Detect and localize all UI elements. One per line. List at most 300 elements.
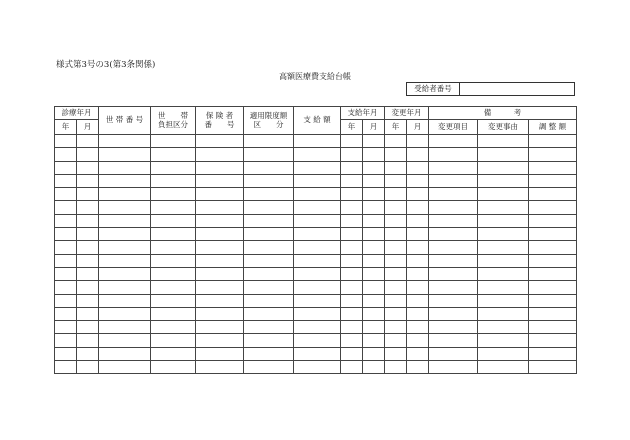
table-cell[interactable] <box>294 281 341 294</box>
table-cell[interactable] <box>478 241 529 254</box>
table-cell[interactable] <box>196 361 244 374</box>
table-cell[interactable] <box>529 148 577 161</box>
table-cell[interactable] <box>244 214 294 227</box>
table-cell[interactable] <box>363 174 385 187</box>
table-cell[interactable] <box>478 201 529 214</box>
table-row <box>55 361 577 374</box>
table-cell[interactable] <box>151 228 196 241</box>
table-cell[interactable] <box>77 361 99 374</box>
table-cell[interactable] <box>77 334 99 347</box>
table-cell[interactable] <box>429 228 478 241</box>
table-cell[interactable] <box>407 188 429 201</box>
table-cell[interactable] <box>244 148 294 161</box>
table-cell[interactable] <box>99 241 151 254</box>
table-cell[interactable] <box>99 307 151 320</box>
table-row <box>55 214 577 227</box>
table-cell[interactable] <box>341 161 363 174</box>
table-cell[interactable] <box>529 174 577 187</box>
table-row <box>55 334 577 347</box>
table-cell[interactable] <box>407 347 429 360</box>
table-cell[interactable] <box>429 135 478 148</box>
table-cell[interactable] <box>429 241 478 254</box>
table-cell[interactable] <box>77 148 99 161</box>
table-cell[interactable] <box>478 228 529 241</box>
table-row <box>55 188 577 201</box>
table-cell[interactable] <box>341 307 363 320</box>
header-henko-komoku: 変更項目 <box>429 120 478 135</box>
table-cell[interactable] <box>294 161 341 174</box>
table-cell[interactable] <box>151 201 196 214</box>
table-cell[interactable] <box>529 201 577 214</box>
table-cell[interactable] <box>55 347 77 360</box>
table-cell[interactable] <box>529 347 577 360</box>
table-cell[interactable] <box>341 347 363 360</box>
table-cell[interactable] <box>529 267 577 280</box>
table-cell[interactable] <box>55 188 77 201</box>
table-cell[interactable] <box>363 347 385 360</box>
table-cell[interactable] <box>196 135 244 148</box>
table-cell[interactable] <box>407 148 429 161</box>
table-cell[interactable] <box>196 334 244 347</box>
table-cell[interactable] <box>363 281 385 294</box>
table-cell[interactable] <box>244 135 294 148</box>
table-cell[interactable] <box>429 307 478 320</box>
table-cell[interactable] <box>363 254 385 267</box>
table-cell[interactable] <box>529 307 577 320</box>
table-cell[interactable] <box>385 174 407 187</box>
table-cell[interactable] <box>407 174 429 187</box>
table-cell[interactable] <box>77 161 99 174</box>
table-cell[interactable] <box>429 321 478 334</box>
table-cell[interactable] <box>385 334 407 347</box>
table-cell[interactable] <box>99 267 151 280</box>
table-cell[interactable] <box>77 281 99 294</box>
table-cell[interactable] <box>99 321 151 334</box>
table-cell[interactable] <box>244 294 294 307</box>
table-cell[interactable] <box>429 334 478 347</box>
table-cell[interactable] <box>363 334 385 347</box>
table-cell[interactable] <box>478 334 529 347</box>
table-cell[interactable] <box>429 361 478 374</box>
table-cell[interactable] <box>294 307 341 320</box>
table-cell[interactable] <box>196 214 244 227</box>
table-cell[interactable] <box>363 148 385 161</box>
table-cell[interactable] <box>529 161 577 174</box>
table-cell[interactable] <box>294 135 341 148</box>
table-cell[interactable] <box>77 241 99 254</box>
table-row <box>55 267 577 280</box>
table-cell[interactable] <box>196 321 244 334</box>
table-cell[interactable] <box>407 361 429 374</box>
table-cell[interactable] <box>385 228 407 241</box>
table-cell[interactable] <box>244 281 294 294</box>
table-cell[interactable] <box>99 281 151 294</box>
table-cell[interactable] <box>99 254 151 267</box>
table-cell[interactable] <box>77 347 99 360</box>
header-hokensha-line2: 番 号 <box>204 119 235 129</box>
table-cell[interactable] <box>385 188 407 201</box>
table-cell[interactable] <box>478 214 529 227</box>
table-cell[interactable] <box>99 294 151 307</box>
table-cell[interactable] <box>363 294 385 307</box>
table-cell[interactable] <box>529 281 577 294</box>
table-cell[interactable] <box>244 321 294 334</box>
table-cell[interactable] <box>196 161 244 174</box>
table-cell[interactable] <box>99 347 151 360</box>
table-cell[interactable] <box>55 135 77 148</box>
table-cell[interactable] <box>244 254 294 267</box>
table-cell[interactable] <box>529 228 577 241</box>
table-cell[interactable] <box>55 148 77 161</box>
table-cell[interactable] <box>407 334 429 347</box>
table-cell[interactable] <box>55 254 77 267</box>
table-cell[interactable] <box>341 294 363 307</box>
table-cell[interactable] <box>55 281 77 294</box>
table-cell[interactable] <box>294 174 341 187</box>
table-cell[interactable] <box>429 188 478 201</box>
table-cell[interactable] <box>151 241 196 254</box>
table-cell[interactable] <box>55 228 77 241</box>
table-cell[interactable] <box>529 214 577 227</box>
table-cell[interactable] <box>244 161 294 174</box>
table-cell[interactable] <box>363 228 385 241</box>
header-shikyu-gaku: 支 給 額 <box>294 107 341 135</box>
header-setai-futan-line2: 負担区分 <box>158 119 188 129</box>
table-cell[interactable] <box>99 214 151 227</box>
table-cell[interactable] <box>196 254 244 267</box>
header-tekiyo-line2: 区 分 <box>253 119 284 129</box>
table-cell[interactable] <box>99 201 151 214</box>
table-cell[interactable] <box>99 148 151 161</box>
header-biko: 備 考 <box>429 107 577 120</box>
table-cell[interactable] <box>77 267 99 280</box>
table-cell[interactable] <box>478 361 529 374</box>
header-shikyu-nengetsu: 支給年月 <box>341 107 385 120</box>
table-cell[interactable] <box>363 321 385 334</box>
table-cell[interactable] <box>363 361 385 374</box>
table-cell[interactable] <box>244 334 294 347</box>
table-cell[interactable] <box>151 161 196 174</box>
header-setai-bango: 世 帯 番 号 <box>99 107 151 135</box>
table-cell[interactable] <box>151 267 196 280</box>
table-cell[interactable] <box>151 281 196 294</box>
table-row <box>55 135 577 148</box>
table-cell[interactable] <box>99 135 151 148</box>
header-henko-jiyu: 変更事由 <box>478 120 529 135</box>
table-cell[interactable] <box>341 267 363 280</box>
table-cell[interactable] <box>196 267 244 280</box>
table-cell[interactable] <box>478 294 529 307</box>
table-cell[interactable] <box>244 201 294 214</box>
header-hokensha-line1: 保 険 者 <box>205 110 234 120</box>
table-cell[interactable] <box>529 241 577 254</box>
table-cell[interactable] <box>478 161 529 174</box>
table-cell[interactable] <box>429 254 478 267</box>
table-cell[interactable] <box>385 294 407 307</box>
table-cell[interactable] <box>294 254 341 267</box>
table-cell[interactable] <box>478 347 529 360</box>
table-cell[interactable] <box>294 334 341 347</box>
table-cell[interactable] <box>294 188 341 201</box>
header-henko-nengetsu: 変更年月 <box>385 107 429 120</box>
table-cell[interactable] <box>363 188 385 201</box>
table-cell[interactable] <box>99 161 151 174</box>
table-cell[interactable] <box>77 228 99 241</box>
table-row <box>55 294 577 307</box>
table-cell[interactable] <box>99 188 151 201</box>
table-cell[interactable] <box>407 321 429 334</box>
table-cell[interactable] <box>151 135 196 148</box>
table-cell[interactable] <box>478 135 529 148</box>
table-cell[interactable] <box>385 307 407 320</box>
table-cell[interactable] <box>151 174 196 187</box>
table-cell[interactable] <box>99 228 151 241</box>
table-cell[interactable] <box>363 135 385 148</box>
table-cell[interactable] <box>244 267 294 280</box>
table-row <box>55 174 577 187</box>
table-cell[interactable] <box>77 294 99 307</box>
table-cell[interactable] <box>55 201 77 214</box>
table-cell[interactable] <box>55 174 77 187</box>
table-cell[interactable] <box>294 241 341 254</box>
table-cell[interactable] <box>429 281 478 294</box>
table-cell[interactable] <box>341 188 363 201</box>
table-cell[interactable] <box>55 361 77 374</box>
header-setai-futan-line1: 世 帯 <box>158 110 188 120</box>
table-cell[interactable] <box>196 241 244 254</box>
table-cell[interactable] <box>407 254 429 267</box>
table-cell[interactable] <box>99 361 151 374</box>
table-cell[interactable] <box>385 281 407 294</box>
recipient-number-field[interactable] <box>460 83 574 95</box>
table-cell[interactable] <box>429 148 478 161</box>
ledger-body <box>55 135 577 374</box>
table-cell[interactable] <box>151 361 196 374</box>
table-cell[interactable] <box>385 135 407 148</box>
header-shikyu-tsuki: 月 <box>363 120 385 135</box>
table-cell[interactable] <box>478 307 529 320</box>
table-cell[interactable] <box>363 201 385 214</box>
table-cell[interactable] <box>407 267 429 280</box>
table-cell[interactable] <box>99 334 151 347</box>
table-cell[interactable] <box>385 254 407 267</box>
table-cell[interactable] <box>407 135 429 148</box>
table-cell[interactable] <box>77 135 99 148</box>
table-cell[interactable] <box>294 201 341 214</box>
table-cell[interactable] <box>244 241 294 254</box>
table-cell[interactable] <box>341 281 363 294</box>
table-cell[interactable] <box>478 281 529 294</box>
table-cell[interactable] <box>77 188 99 201</box>
table-cell[interactable] <box>196 307 244 320</box>
header-shinryo-tsuki: 月 <box>77 120 99 135</box>
table-cell[interactable] <box>294 214 341 227</box>
table-cell[interactable] <box>244 188 294 201</box>
table-cell[interactable] <box>529 321 577 334</box>
table-cell[interactable] <box>196 347 244 360</box>
recipient-number-label: 受給者番号 <box>407 83 460 95</box>
table-cell[interactable] <box>363 267 385 280</box>
header-henko-tsuki: 月 <box>407 120 429 135</box>
table-cell[interactable] <box>196 148 244 161</box>
table-cell[interactable] <box>341 201 363 214</box>
table-cell[interactable] <box>151 307 196 320</box>
table-cell[interactable] <box>341 334 363 347</box>
table-cell[interactable] <box>407 214 429 227</box>
table-cell[interactable] <box>151 254 196 267</box>
recipient-number-box <box>406 82 575 96</box>
table-cell[interactable] <box>363 214 385 227</box>
table-cell[interactable] <box>341 254 363 267</box>
header-chosei-gaku: 調 整 額 <box>529 120 577 135</box>
table-row <box>55 241 577 254</box>
table-cell[interactable] <box>77 321 99 334</box>
table-cell[interactable] <box>294 347 341 360</box>
table-cell[interactable] <box>385 148 407 161</box>
table-cell[interactable] <box>363 307 385 320</box>
table-cell[interactable] <box>294 321 341 334</box>
header-tekiyo-gendogaku <box>244 107 294 135</box>
table-cell[interactable] <box>77 214 99 227</box>
table-cell[interactable] <box>77 201 99 214</box>
table-cell[interactable] <box>429 214 478 227</box>
table-cell[interactable] <box>341 361 363 374</box>
table-cell[interactable] <box>529 188 577 201</box>
table-cell[interactable] <box>55 307 77 320</box>
table-cell[interactable] <box>151 321 196 334</box>
page-title: 高額医療費支給台帳 <box>279 72 351 81</box>
header-henko-nen: 年 <box>385 120 407 135</box>
table-cell[interactable] <box>196 174 244 187</box>
header-shinryo-nengetsu: 診療年月 <box>55 107 99 120</box>
table-cell[interactable] <box>341 241 363 254</box>
table-cell[interactable] <box>478 321 529 334</box>
table-cell[interactable] <box>429 174 478 187</box>
table-cell[interactable] <box>77 174 99 187</box>
header-tekiyo-line1: 適用限度額 <box>249 110 288 120</box>
table-cell[interactable] <box>55 214 77 227</box>
table-cell[interactable] <box>151 188 196 201</box>
table-cell[interactable] <box>244 361 294 374</box>
header-setai-futan <box>151 107 196 135</box>
table-cell[interactable] <box>478 254 529 267</box>
table-cell[interactable] <box>478 188 529 201</box>
table-row <box>55 307 577 320</box>
table-cell[interactable] <box>478 267 529 280</box>
table-cell[interactable] <box>294 228 341 241</box>
table-cell[interactable] <box>363 241 385 254</box>
header-shinryo-nen: 年 <box>55 120 77 135</box>
table-row <box>55 321 577 334</box>
ledger-table <box>54 106 577 374</box>
table-cell[interactable] <box>529 334 577 347</box>
table-cell[interactable] <box>55 334 77 347</box>
table-row <box>55 148 577 161</box>
table-cell[interactable] <box>341 228 363 241</box>
table-cell[interactable] <box>341 135 363 148</box>
table-cell[interactable] <box>196 201 244 214</box>
table-row <box>55 254 577 267</box>
table-cell[interactable] <box>244 228 294 241</box>
table-cell[interactable] <box>341 321 363 334</box>
table-cell[interactable] <box>244 174 294 187</box>
table-cell[interactable] <box>363 161 385 174</box>
table-cell[interactable] <box>151 294 196 307</box>
table-cell[interactable] <box>529 254 577 267</box>
table-cell[interactable] <box>55 161 77 174</box>
table-cell[interactable] <box>294 148 341 161</box>
table-cell[interactable] <box>341 214 363 227</box>
table-cell[interactable] <box>407 228 429 241</box>
table-cell[interactable] <box>478 174 529 187</box>
table-cell[interactable] <box>294 267 341 280</box>
table-row <box>55 281 577 294</box>
header-shikyu-nen: 年 <box>341 120 363 135</box>
table-cell[interactable] <box>244 307 294 320</box>
table-cell[interactable] <box>385 361 407 374</box>
table-cell[interactable] <box>151 214 196 227</box>
table-cell[interactable] <box>294 294 341 307</box>
table-cell[interactable] <box>385 241 407 254</box>
table-cell[interactable] <box>407 294 429 307</box>
table-cell[interactable] <box>294 361 341 374</box>
table-row <box>55 347 577 360</box>
table-cell[interactable] <box>151 148 196 161</box>
table-cell[interactable] <box>407 161 429 174</box>
table-cell[interactable] <box>55 321 77 334</box>
table-cell[interactable] <box>151 334 196 347</box>
table-cell[interactable] <box>529 361 577 374</box>
table-cell[interactable] <box>99 174 151 187</box>
table-cell[interactable] <box>478 148 529 161</box>
table-row <box>55 161 577 174</box>
table-cell[interactable] <box>77 307 99 320</box>
table-cell[interactable] <box>529 135 577 148</box>
table-row <box>55 201 577 214</box>
table-cell[interactable] <box>429 161 478 174</box>
table-cell[interactable] <box>151 347 196 360</box>
table-cell[interactable] <box>341 174 363 187</box>
table-cell[interactable] <box>385 347 407 360</box>
table-cell[interactable] <box>429 267 478 280</box>
table-cell[interactable] <box>385 267 407 280</box>
table-cell[interactable] <box>407 281 429 294</box>
table-cell[interactable] <box>341 148 363 161</box>
table-cell[interactable] <box>385 161 407 174</box>
table-cell[interactable] <box>407 307 429 320</box>
table-row <box>55 228 577 241</box>
table-cell[interactable] <box>385 321 407 334</box>
table-cell[interactable] <box>55 294 77 307</box>
table-cell[interactable] <box>196 281 244 294</box>
table-cell[interactable] <box>385 201 407 214</box>
table-cell[interactable] <box>55 241 77 254</box>
table-cell[interactable] <box>407 241 429 254</box>
table-cell[interactable] <box>196 188 244 201</box>
table-cell[interactable] <box>429 294 478 307</box>
table-cell[interactable] <box>429 201 478 214</box>
form-number: 様式第3号の3(第3条関係) <box>56 60 156 70</box>
table-cell[interactable] <box>196 294 244 307</box>
table-cell[interactable] <box>529 294 577 307</box>
table-cell[interactable] <box>77 254 99 267</box>
table-cell[interactable] <box>385 214 407 227</box>
table-cell[interactable] <box>244 347 294 360</box>
table-cell[interactable] <box>429 347 478 360</box>
table-cell[interactable] <box>407 201 429 214</box>
table-cell[interactable] <box>196 228 244 241</box>
table-cell[interactable] <box>55 267 77 280</box>
